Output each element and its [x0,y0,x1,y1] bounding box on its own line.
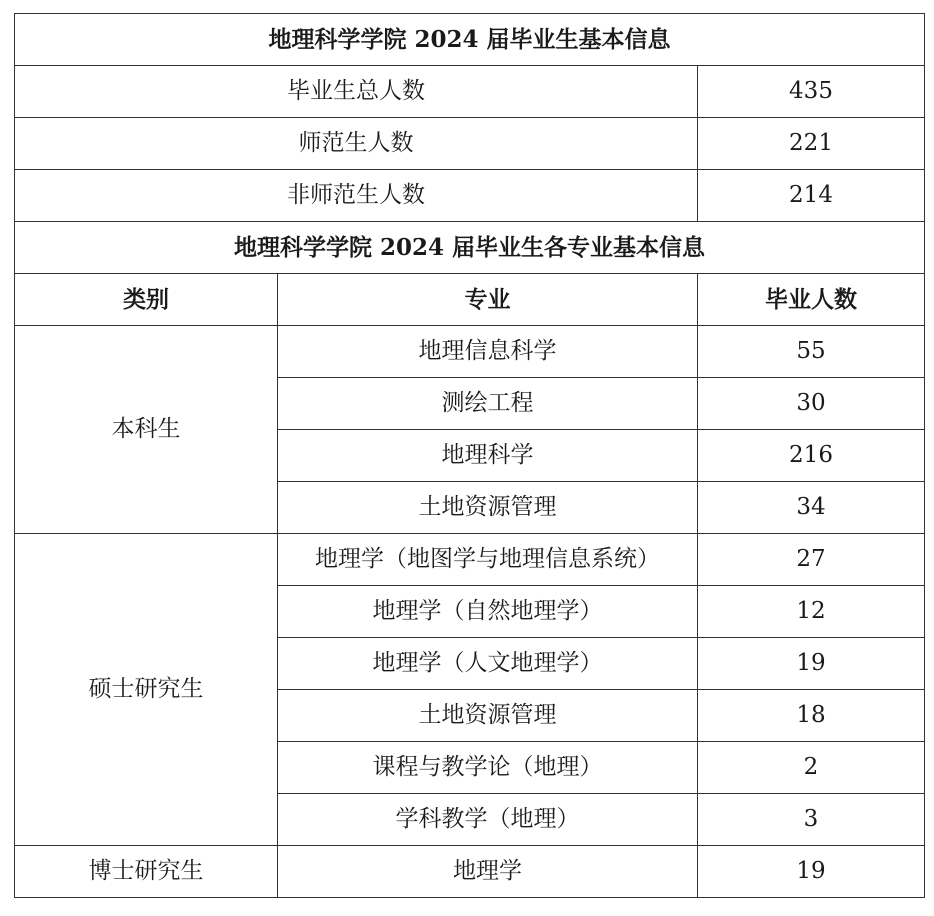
major-cell: 地理科学 [278,430,698,482]
count-cell: 30 [698,378,925,430]
count-cell: 34 [698,482,925,534]
count-cell: 2 [698,742,925,794]
header-category: 类别 [15,274,278,326]
major-cell: 地理学（自然地理学） [278,586,698,638]
table-row [15,170,925,222]
major-cell: 土地资源管理 [278,690,698,742]
count-cell: 19 [698,846,925,898]
header-count: 毕业人数 [698,274,925,326]
major-cell: 地理信息科学 [278,326,698,378]
table-row [15,326,925,378]
category-cell: 硕士研究生 [15,534,278,846]
major-cell: 地理学 [278,846,698,898]
count-cell: 3 [698,794,925,846]
summary-value: 221 [698,118,925,170]
major-cell: 地理学（人文地理学） [278,638,698,690]
summary-value: 435 [698,66,925,118]
table-row [15,118,925,170]
major-cell: 学科教学（地理） [278,794,698,846]
count-cell: 19 [698,638,925,690]
major-cell: 课程与教学论（地理） [278,742,698,794]
summary-title-row [15,14,925,66]
major-cell: 测绘工程 [278,378,698,430]
table-row [15,846,925,898]
table-row [15,534,925,586]
category-cell: 本科生 [15,326,278,534]
majors-title-row [15,222,925,274]
header-major: 专业 [278,274,698,326]
summary-label: 毕业生总人数 [15,66,698,118]
summary-label: 师范生人数 [15,118,698,170]
count-cell: 55 [698,326,925,378]
majors-title: 地理科学学院 2024 届毕业生各专业基本信息 [15,222,925,274]
table-row [15,66,925,118]
graduate-info-table [14,13,925,898]
summary-label: 非师范生人数 [15,170,698,222]
count-cell: 12 [698,586,925,638]
count-cell: 18 [698,690,925,742]
header-row [15,274,925,326]
major-cell: 土地资源管理 [278,482,698,534]
major-cell: 地理学（地图学与地理信息系统） [278,534,698,586]
summary-value: 214 [698,170,925,222]
count-cell: 216 [698,430,925,482]
category-cell: 博士研究生 [15,846,278,898]
summary-title: 地理科学学院 2024 届毕业生基本信息 [15,14,925,66]
count-cell: 27 [698,534,925,586]
